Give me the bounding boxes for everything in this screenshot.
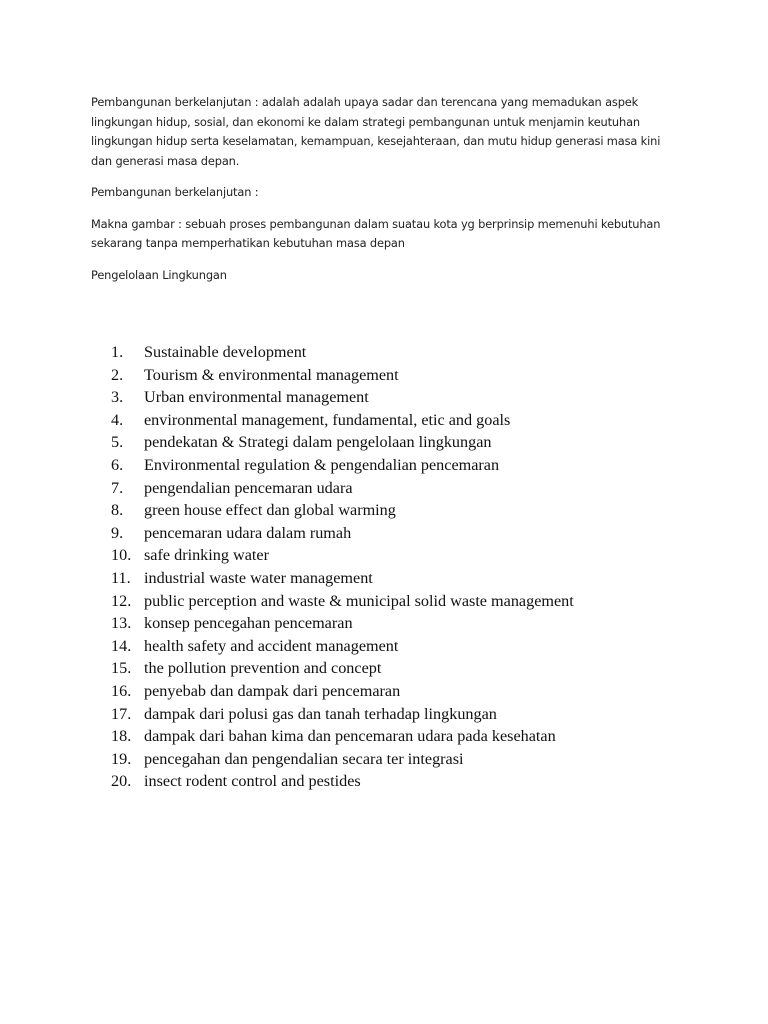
list-item — [111, 386, 731, 409]
list-item — [111, 770, 731, 793]
list-item — [111, 748, 731, 771]
list-item-number: 16. — [111, 681, 132, 700]
definition-line: lingkungan hidup serta keselamatan, kemampuan, kesejahteraan, dan mutu hidup generasi masa kini — [91, 134, 661, 148]
list-item-number: 2. — [111, 365, 124, 384]
list-item — [111, 635, 731, 658]
intro-section — [91, 93, 691, 297]
list-item-text: environmental management, fundamental, etic and goals — [144, 410, 511, 429]
list-item-text: industrial waste water management — [144, 568, 373, 587]
list-item-text: pencemaran udara dalam rumah — [144, 523, 352, 542]
topic-list — [111, 341, 731, 793]
list-item-text: Environmental regulation & pengendalian pencemaran — [144, 455, 500, 474]
list-item — [111, 477, 731, 500]
list-item-number: 13. — [111, 614, 132, 633]
list-item — [111, 680, 731, 703]
list-item-number: 5. — [111, 433, 124, 452]
sustainable-development-heading: Pembangunan berkelanjutan : — [91, 185, 259, 199]
list-item-number: 6. — [111, 455, 124, 474]
list-item-number: 12. — [111, 591, 132, 610]
definition-line: lingkungan hidup, sosial, dan ekonomi ke dalam strategi pembangunan untuk menjamin keutuhan — [91, 114, 640, 129]
list-item — [111, 590, 731, 613]
list-item-text: public perception and waste & municipal solid waste management — [144, 591, 574, 610]
list-item-text: Sustainable development — [144, 343, 307, 361]
list-item-text: dampak dari polusi gas dan tanah terhadap lingkungan — [144, 704, 497, 723]
list-item-number: 8. — [111, 501, 124, 520]
list-item-text: pengendalian pencemaran udara — [144, 478, 353, 497]
list-item — [111, 454, 731, 477]
list-item — [111, 612, 731, 635]
list-item-number: 15. — [111, 659, 132, 678]
list-item-text: safe drinking water — [144, 546, 269, 565]
environmental-management-heading: Pengelolaan Lingkungan — [91, 267, 227, 282]
list-item — [111, 431, 731, 454]
list-item — [111, 409, 731, 432]
list-item-text: pendekatan & Strategi dalam pengelolaan lingkungan — [144, 433, 492, 452]
meaning-paragraph — [91, 215, 691, 254]
list-item-number: 17. — [111, 704, 132, 723]
list-item-number: 3. — [111, 388, 124, 407]
list-item-text: penyebab dan dampak dari pencemaran — [144, 681, 401, 700]
list-item — [111, 364, 731, 387]
list-item-number: 14. — [111, 636, 132, 655]
list-item-text: konsep pencegahan pencemaran — [144, 614, 353, 633]
list-item — [111, 499, 731, 522]
definition-line: Pembangunan berkelanjutan : adalah adalah upaya sadar dan terencana yang memadukan aspek — [91, 95, 639, 109]
list-item — [111, 544, 731, 567]
list-item — [111, 567, 731, 590]
list-item — [111, 703, 731, 726]
list-item-number: 10. — [111, 546, 132, 565]
meaning-line: sekarang tanpa memperhatikan kebutuhan masa depan — [91, 236, 405, 250]
list-item-text: green house effect dan global warming — [144, 501, 396, 520]
list-item — [111, 341, 731, 364]
list-item-number: 1. — [111, 343, 124, 361]
list-item-number: 11. — [111, 568, 131, 587]
meaning-line: Makna gambar : sebuah proses pembangunan dalam suatau kota yg berprinsip memenuhi kebutuhan — [91, 216, 661, 231]
list-item — [111, 725, 731, 748]
list-item-text: pencegahan dan pengendalian secara ter integrasi — [144, 749, 464, 768]
list-item-text: the pollution prevention and concept — [144, 659, 382, 678]
list-item — [111, 522, 731, 545]
list-item-text: dampak dari bahan kima dan pencemaran udara pada kesehatan — [144, 727, 556, 746]
list-item-number: 18. — [111, 727, 132, 746]
definition-paragraph — [91, 93, 691, 171]
list-item-number: 4. — [111, 410, 124, 429]
list-item-text: Urban environmental management — [144, 388, 369, 407]
list-item-text: health safety and accident management — [144, 636, 399, 655]
list-item-text: insect rodent control and pestides — [144, 772, 361, 791]
list-item-text: Tourism & environmental management — [144, 365, 399, 384]
list-item — [111, 657, 731, 680]
list-item-number: 19. — [111, 749, 132, 768]
list-item-number: 20. — [111, 772, 132, 791]
list-item-number: 9. — [111, 523, 124, 542]
definition-line: dan generasi masa depan. — [91, 153, 240, 168]
list-item-number: 7. — [111, 478, 124, 497]
